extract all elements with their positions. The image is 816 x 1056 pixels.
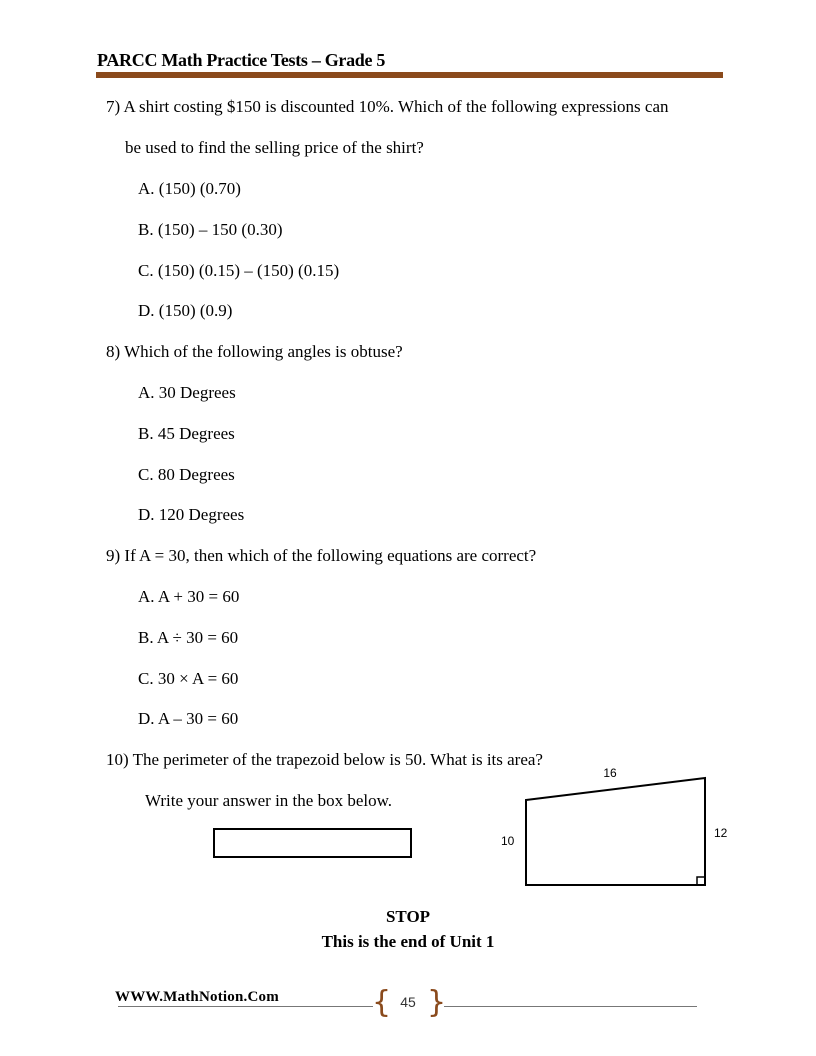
question-7-option-c: C. (150) (0.15) – (150) (0.15)	[138, 261, 340, 280]
label-right-side: 12	[714, 826, 728, 840]
page-number: 45	[400, 994, 416, 1010]
right-bracket-icon: }	[427, 985, 447, 1020]
question-9-option-a: A. A + 30 = 60	[138, 587, 240, 606]
footer-rule-right	[444, 1006, 697, 1007]
question-9-option-c: C. 30 × A = 60	[138, 669, 239, 688]
left-bracket-icon: {	[372, 985, 392, 1020]
question-7-stem-line-1: 7) A shirt costing $150 is discounted 10%. Which of the following expressions can	[106, 97, 669, 116]
question-8-option-d: D. 120 Degrees	[138, 505, 245, 524]
question-7-option-a: A. (150) (0.70)	[138, 179, 241, 198]
label-top-side: 16	[603, 766, 617, 780]
answer-box[interactable]	[213, 828, 412, 858]
question-9-option-b: B. A ÷ 30 = 60	[138, 628, 239, 647]
question-9-option-d: D. A – 30 = 60	[138, 709, 239, 728]
question-7-stem-line-2: be used to find the selling price of the shirt?	[125, 138, 424, 157]
label-left-side: 10	[501, 834, 515, 848]
header-title: PARCC Math Practice Tests – Grade 5	[97, 50, 386, 70]
header-rule	[96, 72, 723, 78]
question-8-option-c: C. 80 Degrees	[138, 465, 235, 484]
right-angle-marker	[697, 877, 705, 885]
question-8-option-a: A. 30 Degrees	[138, 383, 236, 402]
trapezoid-shape	[526, 778, 705, 885]
question-8-stem: 8) Which of the following angles is obtuse?	[106, 342, 403, 361]
question-9-stem: 9) If A = 30, then which of the following equations are correct?	[106, 546, 537, 565]
question-7-option-b: B. (150) – 150 (0.30)	[138, 220, 283, 239]
question-10-stem: 10) The perimeter of the trapezoid below is 50. What is its area?	[106, 750, 543, 769]
end-of-unit-message: This is the end of Unit 1	[321, 932, 495, 951]
footer-rule-left	[118, 1006, 373, 1007]
question-10-instruction: Write your answer in the box below.	[145, 791, 393, 810]
footer-website: WWW.MathNotion.Com	[115, 989, 279, 1005]
stop-label: STOP	[385, 907, 431, 926]
trapezoid-figure	[490, 760, 740, 895]
question-8-option-b: B. 45 Degrees	[138, 424, 235, 443]
question-7-option-d: D. (150) (0.9)	[138, 301, 233, 320]
